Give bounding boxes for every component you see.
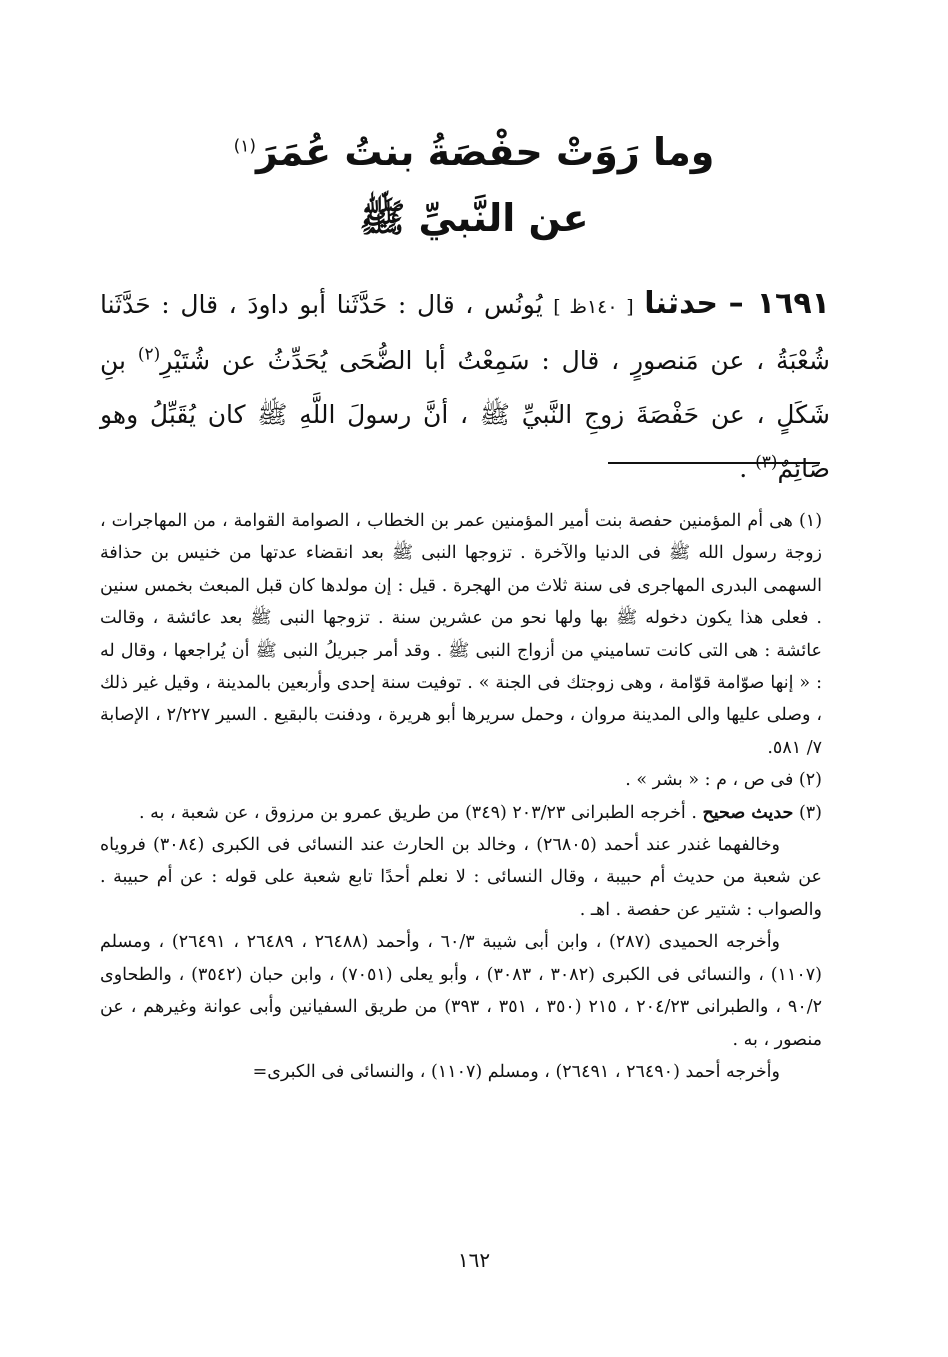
footnote-divider <box>608 462 820 464</box>
footnotes <box>100 505 822 1088</box>
footnote-3-label: (٣) <box>798 802 822 823</box>
hadith-end: . <box>739 454 748 483</box>
footnote-3-paragraph-3: وأخرجه الحميدى (٢٨٧) ، وابن أبى شيبة ٦٠/٣ ، وأحمد (٢٦٤٨٨ ، ٢٦٤٨٩ ، ٢٦٤٩١) ، ومسلم (١١٠٧) ، والنسائى فى الكبرى (٣٠٨٢ ، ٣٠٨٣) ، وأبو يعلى (٧٠٥١) ، وابن حبان (٣٥٤٢) ، والطحاوى ٩٠/٢ ، والطبرانى ٢٠٤/٢٣ ، ٢١٥ (٣٥٠ ، ٣٥١ ، ٣٩٣) من طريق السفيانين وأبى عوانة وغيرهم ، عن منصور ، به . <box>100 932 823 1050</box>
footnote-3-grade: حديث صحيح <box>702 802 794 823</box>
footnote-3-paragraph-4: وأخرجه أحمد (٢٦٤٩٠ ، ٢٦٤٩١) ، ومسلم (١١٠٧) ، والنسائى فى الكبرى= <box>252 1061 780 1082</box>
hadith-text-part-1: يُونُس ، قال : حَدَّثَنا أبو داودَ ، قال : حَدَّثَنا شُعْبَةُ ، عن مَنصورٍ ، قال : سَمِعْتُ أبا الضُّحَى يُحَدِّثُ عن شُتَيْرِ <box>100 290 830 375</box>
footnote-2: (٢) فى ص ، م : « بشر » . <box>625 770 822 791</box>
footnote-3-paragraph-2: وخالفهما غندر عند أحمد (٢٦٨٠٥) ، وخالد بن الحارث عند النسائى فى الكبرى (٣٠٨٤) فروياه عن شعبة من حديث أم حبيبة ، وقال النسائى : لا نعلم أحدًا تابع شعبة على قوله : عن أم حبيبة . والصواب : شتير عن حفصة . اهـ . <box>100 835 822 920</box>
hadith-text-part-2: بنِ شَكَلٍ ، عن حَفْصَةَ زوجِ النَّبيِّ ﷺ ، أنَّ رسولَ اللَّهِ ﷺ كان يُقَبِّلُ وهو صَائِمٌ <box>100 346 830 483</box>
footnote-ref-2: (٢) <box>137 344 161 365</box>
section-title <box>0 124 948 180</box>
footnote-3-text: . أخرجه الطبرانى ٢٠٣/٢٣ (٣٤٩) من طريق عمرو بن مرزوق ، عن شعبة ، به . <box>139 802 697 823</box>
manuscript-mark: [ ١٤٠ظ ] <box>553 296 634 318</box>
section-subtitle: عن النَّبيِّ ﷺ <box>359 196 589 240</box>
footnote-3 <box>100 797 822 829</box>
footnote-ref-1: (١) <box>233 136 257 157</box>
page-number: ١٦٢ <box>457 1248 491 1272</box>
section-title-text: وما رَوَتْ حفْصَةُ بنتُ عُمَرَ <box>256 130 715 174</box>
footnote-ref-3: (٣) <box>755 452 778 473</box>
footnote-1: (١) هى أم المؤمنين حفصة بنت أمير المؤمنين عمر بن الخطاب ، الصوامة القوامة ، من المهاجرات ، زوجة رسول الله ﷺ فى الدنيا والآخرة . تزوجها النبى ﷺ بعد انقضاء عدتها من خنيس بن حذافة السهمى البدرى المهاجرى فى سنة ثلاث من الهجرة . قيل : إن مولدها كان قبل المبعث بخمس سنين . فعلى هذا يكون دخوله ﷺ بها ولها نحو من عشرين سنة . تزوجها النبى ﷺ بعد عائشة ، وقالت عائشة : هى التى كانت تساميني من أزواج النبى ﷺ . وقد أمر جبريلُ النبى ﷺ أن يُراجعها ، وقال له : « إنها صوّامة قوّامة ، وهى زوجتك فى الجنة » . توفيت سنة إحدى وأربعين بالمدينة ، وقيل غير ذلك ، وصلى عليها والى المدينة مروان ، وحمل سريرها أبو هريرة ، ودفنت بالبقيع . السير ٢/٢٢٧ ، الإصابة ٧/ ٥٨١. <box>100 511 823 758</box>
hadith-keyword: حدثنا <box>644 286 719 321</box>
hadith-number: ١٦٩١ – <box>728 286 830 321</box>
